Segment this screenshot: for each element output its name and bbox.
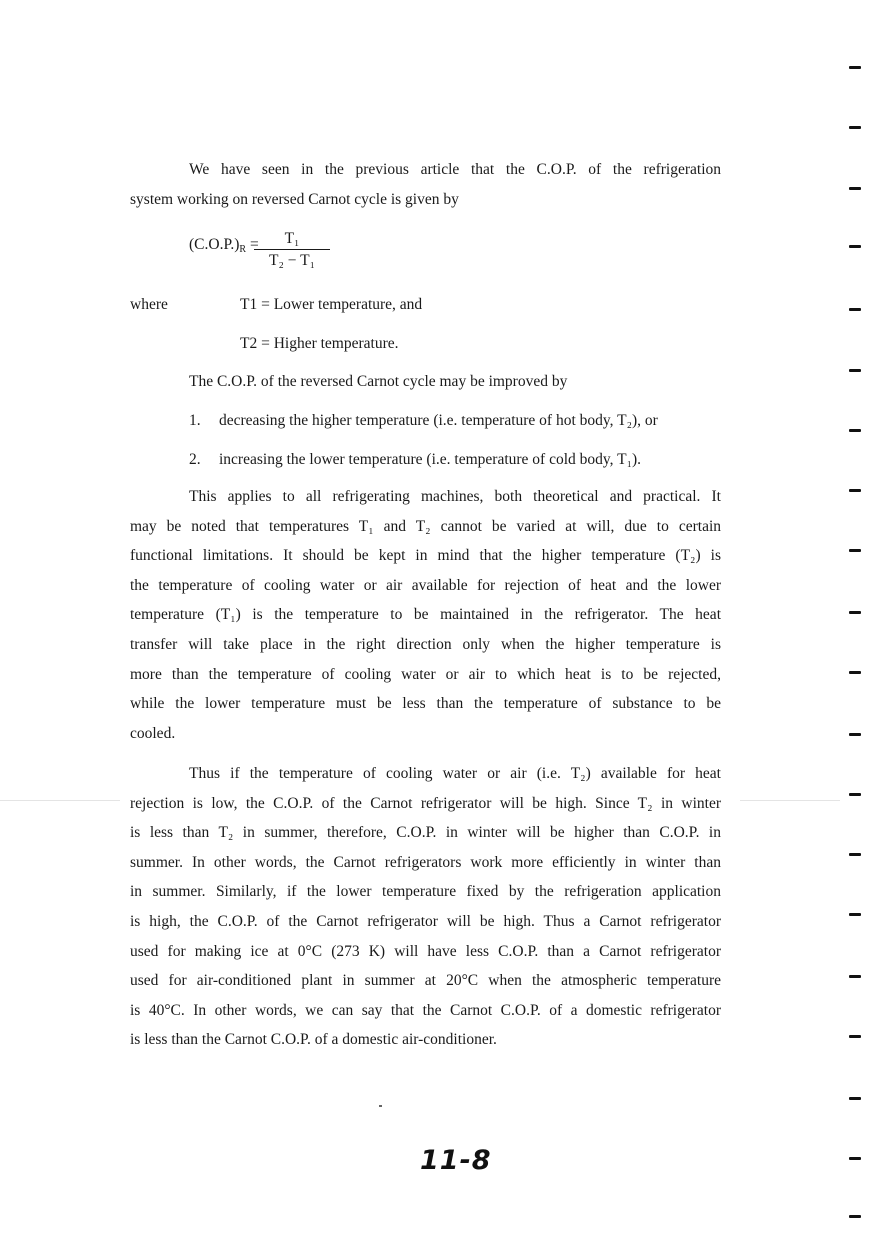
paragraph-thus-line-text: in summer. Similarly, if the lower temperature fixed by the refrigeration application xyxy=(130,883,721,901)
paragraph-thus-line xyxy=(130,966,721,996)
paragraph-thus-line xyxy=(130,848,721,878)
paragraph-applies-line xyxy=(130,600,721,630)
paragraph-applies-line xyxy=(130,482,721,512)
paragraph-thus-line-text: is 40°C. In other words, we can say that the Carnot C.O.P. of a domestic refrigerator xyxy=(130,1001,721,1019)
formula-denominator: T₂ − T₁ xyxy=(269,252,315,269)
paragraph-applies xyxy=(130,482,721,748)
formula-lhs-main: (C.O.P.) xyxy=(189,236,240,253)
paragraph-applies-line-text: the temperature of cooling water or air available for rejection of heat and the lower xyxy=(130,576,721,594)
paragraph-applies-line-text: functional limitations. It should be kept in mind that the higher temperature (T₂) is xyxy=(130,547,721,565)
paragraph-applies-line xyxy=(130,719,721,749)
paragraph-thus-line-text: used for air-conditioned plant in summer at 20°C when the atmospheric temperature xyxy=(130,972,721,990)
intro-line-2: system working on reversed Carnot cycle is given by xyxy=(130,190,459,208)
list-item-2: increasing the lower temperature (i.e. temperature of cold body, T₁). xyxy=(219,451,642,468)
paragraph-applies-line-text: while the lower temperature must be less than the temperature of substance to be xyxy=(130,695,721,713)
paragraph-applies-line xyxy=(130,571,721,601)
paragraph-thus-line-text: is less than the Carnot C.O.P. of a domestic air-conditioner. xyxy=(130,1031,497,1049)
margin-dash-mark xyxy=(849,308,861,311)
definition-t2: T2 = Higher temperature. xyxy=(240,335,399,352)
scan-speck xyxy=(379,1105,382,1107)
definition-t1: T1 = Lower temperature, and xyxy=(240,296,423,313)
margin-dash-mark xyxy=(849,611,861,614)
scan-streak-left xyxy=(0,800,120,801)
paragraph-applies-line xyxy=(130,660,721,690)
paragraph-applies-line-text: cooled. xyxy=(130,724,176,742)
paragraph-thus-line-text: is less than T₂ in summer, therefore, C.O.P. in winter will be higher than C.O.P. in xyxy=(130,824,721,842)
paragraph-applies-line-text: This applies to all refrigerating machines, both theoretical and practical. It xyxy=(189,488,721,505)
list-number-1: 1. xyxy=(189,412,201,429)
margin-dash-mark xyxy=(849,793,861,796)
formula-lhs xyxy=(189,230,259,260)
page-number: 11-8 xyxy=(420,1145,492,1176)
formula-numerator: T₁ xyxy=(284,230,300,247)
margin-dash-mark xyxy=(849,66,861,69)
paragraph-thus-line-text: used for making ice at 0°C (273 K) will have less C.O.P. than a Carnot refrigerator xyxy=(130,942,721,960)
intro-paragraph xyxy=(130,155,721,214)
fraction-bar xyxy=(254,249,330,250)
paragraph-thus-line xyxy=(130,937,721,967)
list-number-2: 2. xyxy=(189,451,201,468)
margin-dash-mark xyxy=(849,1157,861,1160)
paragraph-applies-line-text: transfer will take place in the right direction only when the higher temperature is xyxy=(130,635,721,653)
margin-dash-mark xyxy=(849,1215,861,1218)
paragraph-thus-line xyxy=(130,907,721,937)
margin-dash-mark xyxy=(849,429,861,432)
paragraph-thus-line-text: rejection is low, the C.O.P. of the Carnot refrigerator will be high. Since T₂ in winter xyxy=(130,794,721,812)
margin-dash-mark xyxy=(849,853,861,856)
paragraph-applies-line xyxy=(130,541,721,571)
margin-dash-mark xyxy=(849,733,861,736)
improve-lead: The C.O.P. of the reversed Carnot cycle may be improved by xyxy=(189,373,568,390)
margin-dash-mark xyxy=(849,671,861,674)
margin-dash-mark xyxy=(849,1035,861,1038)
paragraph-thus-line xyxy=(130,759,721,789)
margin-dash-mark xyxy=(849,913,861,916)
formula-lhs-subscript: R xyxy=(239,244,247,255)
margin-dash-mark xyxy=(849,489,861,492)
paragraph-thus-line-text: is high, the C.O.P. of the Carnot refrigerator will be high. Thus a Carnot refrigerator xyxy=(130,912,721,930)
margin-dash-mark xyxy=(849,245,861,248)
scan-streak-right xyxy=(740,800,840,801)
margin-dash-mark xyxy=(849,187,861,190)
paragraph-applies-line xyxy=(130,689,721,719)
intro-line-1: We have seen in the previous article that the C.O.P. of the refrigeration xyxy=(189,161,721,178)
paragraph-thus-line xyxy=(130,877,721,907)
paragraph-thus-line xyxy=(130,996,721,1026)
paragraph-thus-line-text: summer. In other words, the Carnot refrigerators work more efficiently in winter than xyxy=(130,853,721,871)
margin-dash-mark xyxy=(849,369,861,372)
margin-dash-mark xyxy=(849,126,861,129)
paragraph-applies-line xyxy=(130,630,721,660)
paragraph-thus-line xyxy=(130,789,721,819)
margin-dash-mark xyxy=(849,975,861,978)
paragraph-thus-line-text: Thus if the temperature of cooling water or air (i.e. T₂) available for heat xyxy=(189,765,721,782)
where-label: where xyxy=(130,296,168,313)
paragraph-applies-line-text: more than the temperature of cooling water or air to which heat is to be rejected, xyxy=(130,665,721,683)
paragraph-applies-line-text: temperature (T₁) is the temperature to be maintained in the refrigerator. The heat xyxy=(130,606,721,624)
paragraph-applies-line xyxy=(130,512,721,542)
formula-fraction xyxy=(249,230,332,270)
formula-equals: = xyxy=(249,236,259,253)
margin-dash-mark xyxy=(849,549,861,552)
margin-dash-mark xyxy=(849,1097,861,1100)
paragraph-applies-line-text: may be noted that temperatures T₁ and T₂ cannot be varied at will, due to certain xyxy=(130,517,721,535)
paragraph-thus xyxy=(130,759,721,1055)
paragraph-thus-line xyxy=(130,1025,721,1055)
list-item-1: decreasing the higher temperature (i.e. temperature of hot body, T₂), or xyxy=(219,412,658,429)
paragraph-thus-line xyxy=(130,818,721,848)
